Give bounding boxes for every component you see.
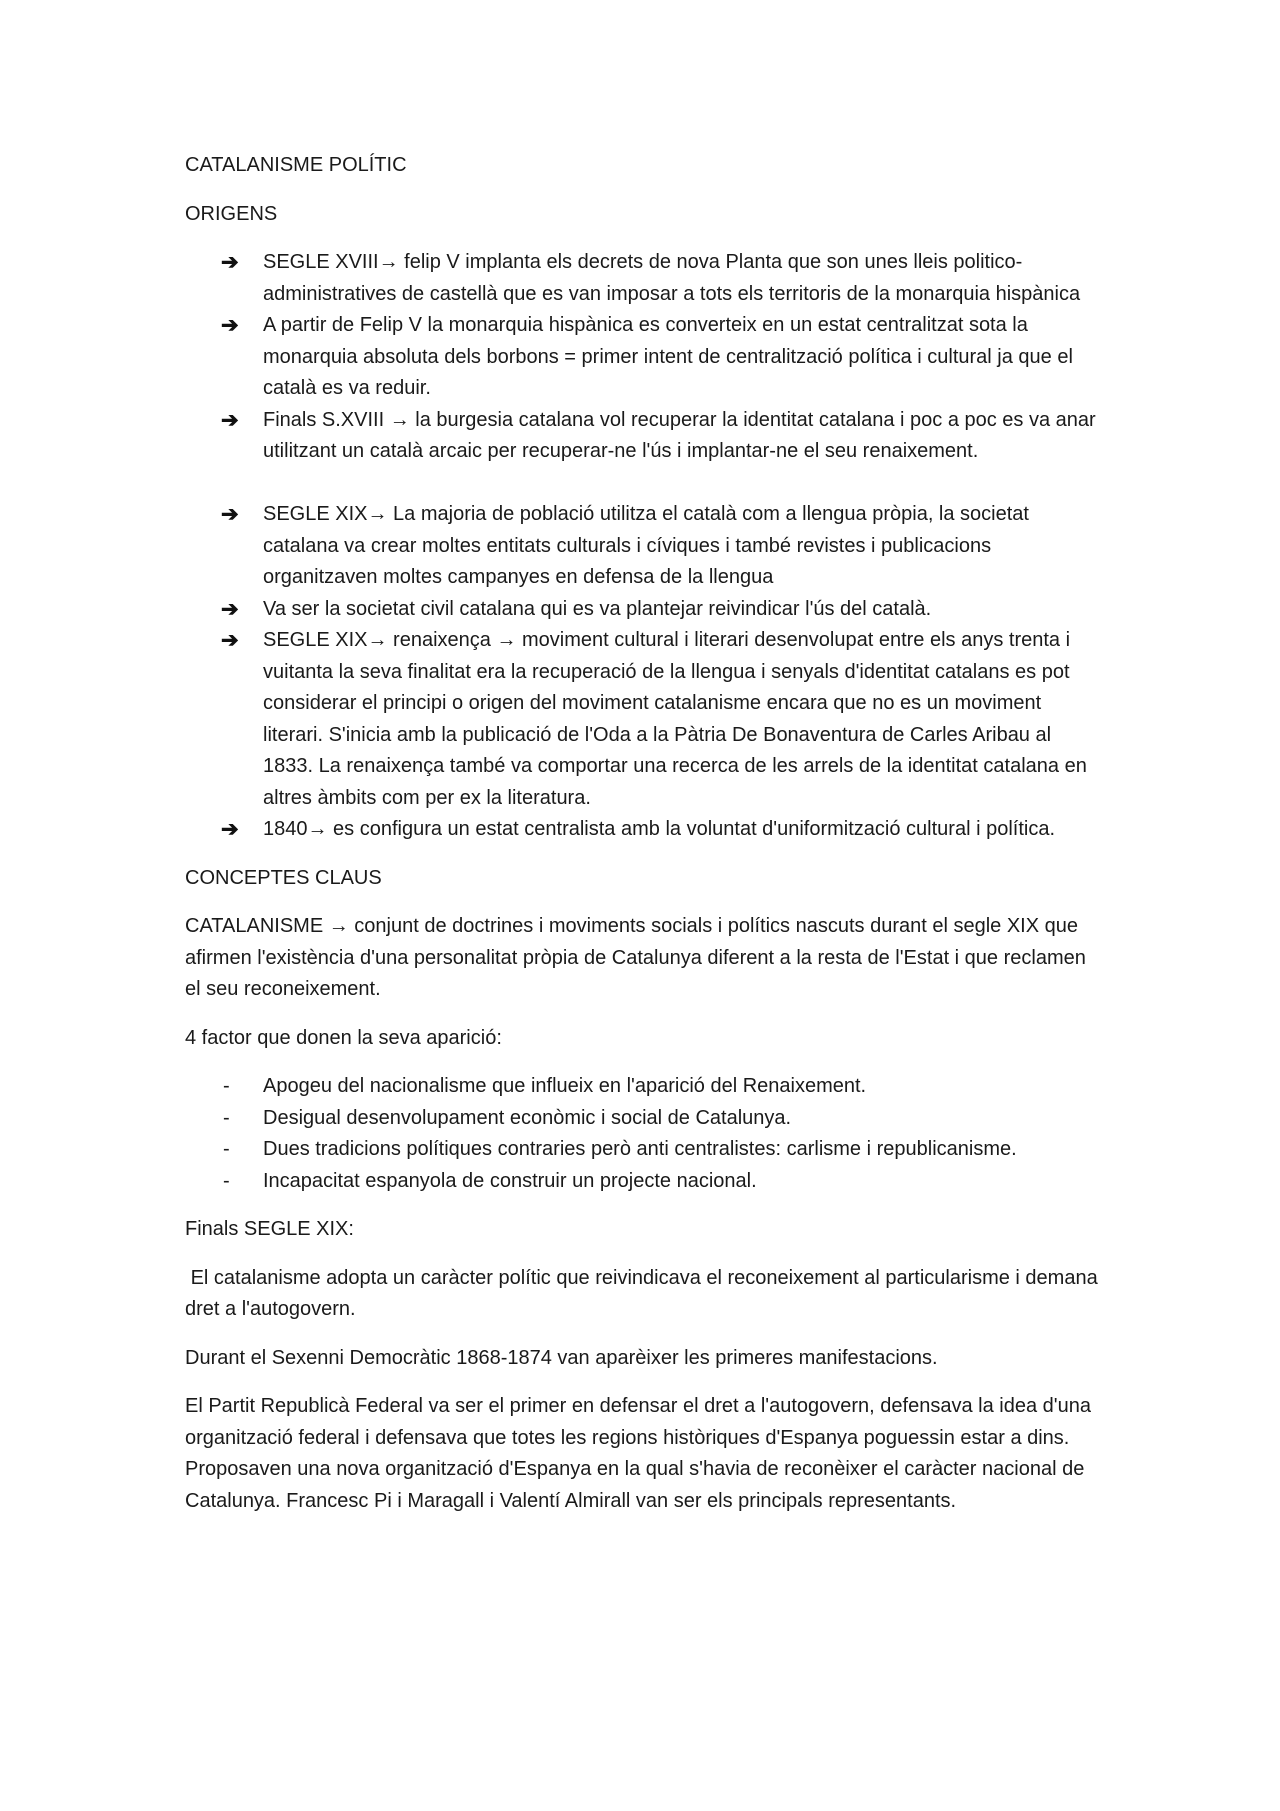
list-item-text: SEGLE XVIII→ felip V implanta els decrets de nova Planta que son unes lleis politico-administratives de castellà que es van imposar a tots els territoris de la monarquia hispànica bbox=[263, 251, 1081, 305]
list-item-text: Dues tradicions polítiques contraries però anti centralistes: carlisme i republicanisme. bbox=[263, 1138, 1017, 1160]
list-item bbox=[185, 1103, 1105, 1135]
section-heading-finals: Finals SEGLE XIX: bbox=[185, 1218, 354, 1240]
factors-list bbox=[185, 1071, 1105, 1197]
section-heading-origens: ORIGENS bbox=[185, 202, 278, 225]
list-item bbox=[185, 405, 1105, 468]
list-item-text: Va ser la societat civil catalana qui es va plantejar reivindicar l'ús del català. bbox=[263, 597, 932, 620]
paragraph: El Partit Republicà Federal va ser el primer en defensar el dret a l'autogovern, defensava la idea d'una organització federal i defensava que totes les regions històriques d'Espanya poguessin estar a dins. Proposaven una nova organització d'Espanya en la qual s'havia de reconèixer el caràcter nacional de Catalunya. Francesc Pi i Maragall i Valentí Almirall van ser els principals representants. bbox=[185, 1395, 1091, 1512]
section-heading-conceptes: CONCEPTES CLAUS bbox=[185, 866, 382, 889]
arrow-bullet-icon: ➔ bbox=[221, 408, 239, 432]
catalanisme-definition: CATALANISME → conjunt de doctrines i moviments socials i polítics nascuts durant el segle XIX que afirmen l'existència d'una personalitat pròpia de Catalunya diferent a la resta de l'Estat i que reclamen el seu reconeixement. bbox=[185, 915, 1086, 1000]
list-item-text: Apogeu del nacionalisme que influeix en l'aparició del Renaixement. bbox=[263, 1075, 867, 1097]
list-item bbox=[185, 594, 1105, 626]
list-item-text: SEGLE XIX→ La majoria de població utilitza el català com a llengua pròpia, la societat catalana va crear moltes entitats culturals i cíviques i també revistes i publicacions organitzaven moltes campanyes en defensa de la llengua bbox=[263, 503, 1029, 588]
factors-intro: 4 factor que donen la seva aparició: bbox=[185, 1026, 502, 1049]
arrow-bullet-icon: ➔ bbox=[221, 251, 239, 274]
dash-bullet-icon: - bbox=[223, 1106, 230, 1129]
arrow-bullet-icon: ➔ bbox=[221, 629, 239, 652]
document-page bbox=[185, 150, 1105, 1534]
paragraph: El catalanisme adopta un caràcter polític que reivindicava el reconeixement al particularisme i demana dret a l'autogovern. bbox=[185, 1266, 1104, 1320]
document-title: CATALANISME POLÍTIC bbox=[185, 154, 407, 176]
list-item bbox=[185, 499, 1105, 594]
list-item bbox=[185, 1166, 1105, 1198]
dash-bullet-icon: - bbox=[223, 1138, 230, 1160]
dash-bullet-icon: - bbox=[223, 1075, 230, 1097]
list-item bbox=[185, 247, 1105, 310]
list-item-text: 1840→ es configura un estat centralista amb la voluntat d'uniformització cultural i política. bbox=[263, 818, 1056, 840]
list-item-text: A partir de Felip V la monarquia hispànica es converteix en un estat centralitzat sota la monarquia absoluta dels borbons = primer intent de centralització política i cultural ja que el català es va reduir. bbox=[263, 314, 1073, 399]
origens-list bbox=[185, 247, 1105, 846]
list-item bbox=[185, 814, 1105, 846]
arrow-bullet-icon: ➔ bbox=[221, 597, 239, 621]
list-item-text: Incapacitat espanyola de construir un projecte nacional. bbox=[263, 1169, 757, 1192]
list-item bbox=[185, 625, 1105, 814]
arrow-bullet-icon: ➔ bbox=[221, 503, 239, 526]
list-item bbox=[185, 1134, 1105, 1166]
paragraph: Durant el Sexenni Democràtic 1868-1874 van aparèixer les primeres manifestacions. bbox=[185, 1346, 938, 1369]
list-item bbox=[185, 310, 1105, 405]
list-item-text: SEGLE XIX→ renaixença → moviment cultural i literari desenvolupat entre els anys trenta i vuitanta la seva finalitat era la recuperació de la llengua i senyals d'identitat catalans es pot considerar el principi o origen del moviment catalanisme encara que no es un moviment literari. S'inicia amb la publicació de l'Oda a la Pàtria De Bonaventura de Carles Aribau al 1833. La renaixença també va comportar una recerca de les arrels de la identitat catalana en altres àmbits com per ex la literatura. bbox=[263, 629, 1087, 809]
list-item-text: Finals S.XVIII → la burgesia catalana vol recuperar la identitat catalana i poc a poc es va anar utilitzant un català arcaic per recuperar-ne l'ús i implantar-ne el seu renaixement. bbox=[263, 408, 1096, 462]
list-item bbox=[185, 1071, 1105, 1103]
arrow-bullet-icon: ➔ bbox=[221, 314, 239, 337]
arrow-bullet-icon: ➔ bbox=[221, 818, 239, 841]
dash-bullet-icon: - bbox=[223, 1169, 230, 1192]
list-item-text: Desigual desenvolupament econòmic i social de Catalunya. bbox=[263, 1106, 792, 1129]
